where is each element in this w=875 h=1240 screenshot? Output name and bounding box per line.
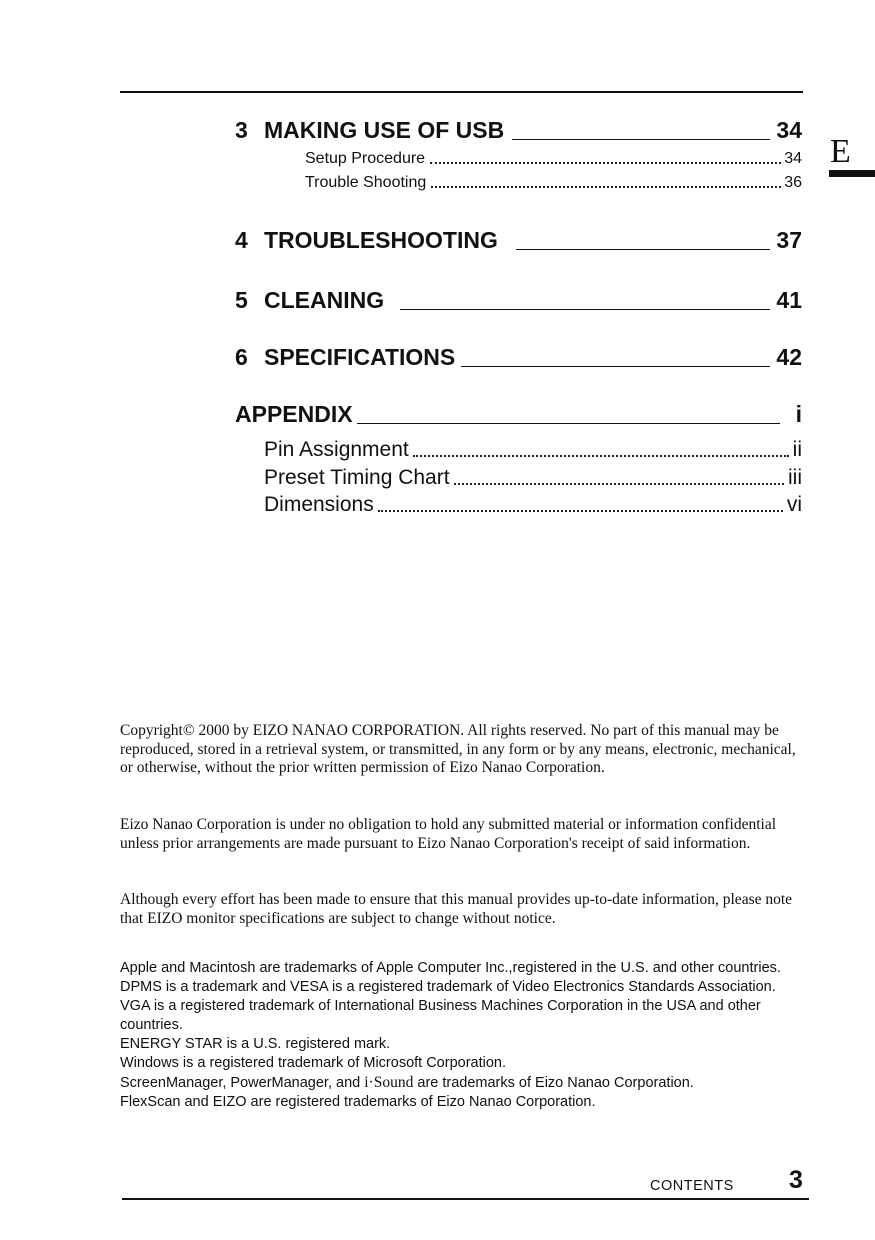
trademark-windows: Windows is a registered trademark of Microsoft Corporation.: [120, 1055, 507, 1071]
copyright-paragraph: Copyright© 2000 by EIZO NANAO CORPORATION. All rights reserved. No part of this manual may be reproduced, stored in a retrieval system, or transmitted, in any form or by any means, electronic, mechanical, or otherwise, without the prior written permission of Eizo Nanao Corporation.: [120, 722, 796, 776]
trademark-list: [120, 959, 810, 1112]
toc-appendix-item: [264, 490, 802, 517]
chapter-title: CLEANING: [264, 287, 385, 313]
subsection-title: Setup Procedure: [305, 150, 426, 167]
toc-chapter-5: [235, 284, 802, 314]
toc-appendix-item: [264, 435, 802, 462]
chapter-number: 6: [235, 344, 248, 370]
chapter-number: 4: [235, 227, 248, 253]
appendix-item-page: ii: [792, 438, 802, 461]
appendix-item-title: Pin Assignment: [264, 438, 409, 461]
appendix-item-page: vi: [786, 493, 802, 516]
trademark-dpms: DPMS is a trademark and VESA is a registered trademark of Video Electronics Standards Association.: [120, 979, 776, 995]
chapter-page: 37: [776, 227, 802, 253]
trademark-flexscan: FlexScan and EIZO are registered trademarks of Eizo Nanao Corporation.: [120, 1094, 596, 1110]
toc-chapter-6: [235, 341, 802, 371]
trademark-energy-star: ENERGY STAR is a U.S. registered mark.: [120, 1036, 391, 1052]
top-rule: [120, 91, 803, 93]
subsection-page: 36: [784, 174, 802, 191]
footer-section-label: CONTENTS: [650, 1178, 734, 1194]
update-notice-paragraph: Although every effort has been made to ensure that this manual provides up-to-date information, please note that EIZO monitor specifications are subject to change without notice.: [120, 891, 793, 927]
trademark-screenmanager-pre: ScreenManager, PowerManager, and: [120, 1075, 361, 1091]
chapter-number: 5: [235, 287, 248, 313]
appendix-title: APPENDIX: [235, 401, 353, 427]
chapter-title: SPECIFICATIONS: [264, 344, 456, 370]
appendix-item-title: Dimensions: [264, 493, 374, 516]
appendix-page: i: [795, 401, 802, 427]
obligation-paragraph: Eizo Nanao Corporation is under no obligation to hold any submitted material or information confidential unless prior arrangements are made pursuant to Eizo Nanao Corporation's receipt of said information.: [120, 816, 777, 852]
trademark-screenmanager: [120, 1073, 810, 1093]
dot-leader: [378, 510, 783, 512]
language-tab-bar: [829, 170, 875, 177]
leader-line: [512, 139, 770, 140]
dot-leader: [431, 186, 781, 188]
chapter-title: TROUBLESHOOTING: [264, 227, 498, 253]
isound-mark: i·Sound: [364, 1074, 414, 1091]
toc-subsection: [305, 148, 802, 168]
chapter-page: 41: [776, 287, 802, 313]
dot-leader: [454, 483, 784, 485]
toc-chapter-3: [235, 114, 802, 144]
toc-subsection: [305, 172, 802, 192]
dot-leader: [430, 162, 781, 164]
toc-appendix: [235, 398, 802, 428]
language-tab-letter: E: [830, 133, 851, 170]
subsection-title: Trouble Shooting: [305, 174, 427, 191]
trademark-vga: VGA is a registered trademark of International Business Machines Corporation in the USA and other countries.: [120, 998, 761, 1033]
toc-appendix-item: [264, 463, 802, 490]
leader-line: [516, 249, 771, 250]
appendix-item-page: iii: [788, 466, 802, 489]
trademark-screenmanager-post: are trademarks of Eizo Nanao Corporation.: [417, 1075, 694, 1091]
toc-chapter-4: [235, 224, 802, 254]
chapter-page: 42: [776, 344, 802, 370]
chapter-page: 34: [776, 117, 802, 143]
leader-line: [461, 366, 770, 367]
subsection-page: 34: [784, 150, 802, 167]
chapter-number: 3: [235, 117, 248, 143]
chapter-title: MAKING USE OF USB: [264, 117, 505, 143]
bottom-rule: [122, 1198, 809, 1200]
trademark-apple: Apple and Macintosh are trademarks of Apple Computer Inc.,registered in the U.S. and other countries.: [120, 960, 781, 976]
appendix-item-title: Preset Timing Chart: [264, 466, 450, 489]
dot-leader: [413, 455, 789, 457]
page-number: 3: [789, 1166, 803, 1194]
leader-line: [400, 309, 770, 310]
leader-line: [357, 423, 780, 424]
